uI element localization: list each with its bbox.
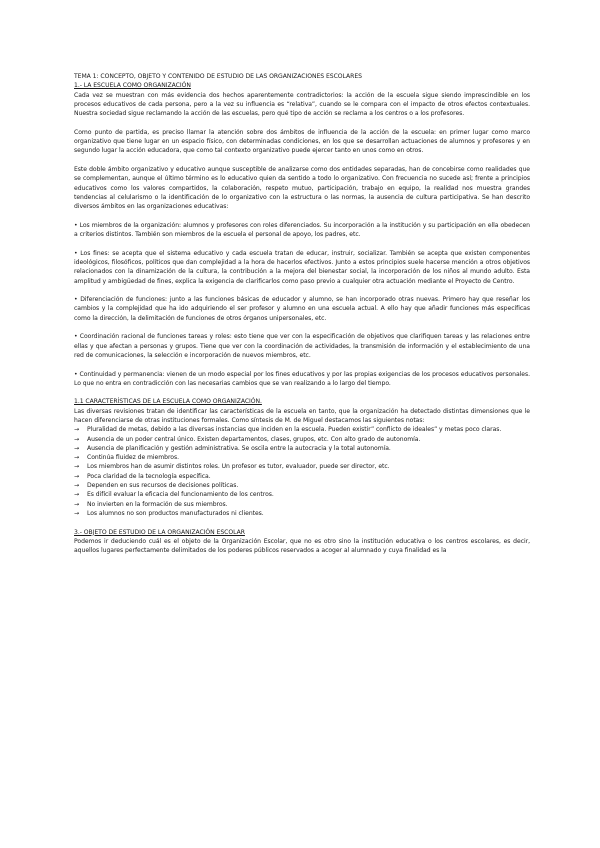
arrow-icon: → bbox=[74, 472, 80, 480]
spacer bbox=[74, 118, 530, 127]
document-body bbox=[74, 72, 530, 555]
spacer bbox=[74, 360, 530, 369]
spacer bbox=[74, 211, 530, 220]
characteristics-list bbox=[74, 425, 530, 518]
list-item: → Los miembros han de asumir distintos roles. Un profesor es tutor, evaluador, puede ser director, etc. bbox=[74, 463, 390, 471]
arrow-icon: → bbox=[74, 491, 80, 499]
list-item: → Los alumnos no son productos manufacturados ni clientes. bbox=[74, 509, 264, 517]
list-item: → Ausencia de un poder central único. Existen departamentos, clases, grupos, etc. Con alto grado de autonomía. bbox=[74, 435, 421, 443]
bullet-paragraph-coordinacion: • Coordinación racional de funciones tareas y roles: esto tiene que ver con la especificación de objetivos que clarifiquen tareas y las relaciones entre ellas y que afectan a personas y grupos. Tiene que ver con la coordinación de actividades, la transmisión de información y el establecimiento de una red de comunicaciones, la selección e incorporación de nuevos miembros, etc. bbox=[74, 333, 530, 359]
arrow-icon: → bbox=[74, 426, 80, 434]
paragraph: Este doble ámbito organizativo y educativo aunque susceptible de analizarse como dos entidades separadas, han de concebirse como realidades que se complementan, aunque el último término es lo educativo quien da sentido a todo lo organizativo. Con frecuencia no sucede así; frente a principios educativos como los valores compartidos, la colaboración, respeto mutuo, participación, trabajo en equipo, la realidad nos muestra grandes tendencias al celularismo o la identificación de lo organizativo con la estructura o las normas, la ausencia de cultura participativa. Se han descrito diversos ámbitos en las organizaciones educativas: bbox=[74, 165, 530, 211]
paragraph: Cada vez se muestran con más evidencia dos hechos aparentemente contradictorios: la acción de la escuela sigue siendo imprescindible en los procesos educativos de cada persona, pero a la vez su influencia es “relativa”, cuando se le compara con el impacto de otros efectos contextuales. Nuestra sociedad sigue reclamando la acción de las escuelas, pero qué tipo de acción se reclama a los centros o a los profesores. bbox=[74, 91, 530, 118]
spacer bbox=[74, 239, 530, 248]
list-item: → Ausencia de planificación y gestión administrativa. Se oscila entre la autocracia y la total autonomía. bbox=[74, 444, 391, 452]
spacer bbox=[74, 388, 530, 397]
bullet-paragraph-continuidad: • Continuidad y permanencia: vienen de un modo especial por los fines educativos y por las propias exigencias de los procesos educativos personales. Lo que no entra en contradicción con las necesarias cambios que se van realizando a lo largo del tiempo. bbox=[74, 370, 530, 387]
section-heading-caracteristicas: 1.1 CARACTERÍSTICAS DE LA ESCUELA COMO ORGANIZACIÓN. bbox=[74, 398, 262, 406]
list-item: → Es difícil evaluar la eficacia del funcionamiento de los centros. bbox=[74, 491, 274, 499]
paragraph: Podemos ir deduciendo cuál es el objeto de la Organización Escolar, que no es otro sino la institución educativa o los centros escolares, es decir, aquellos lugares perfectamente delimitados de los poderes públicos reservados a acoger al alumnado y cuya finalidad es la bbox=[74, 537, 530, 555]
list-item: → Continúa fluidez de miembros. bbox=[74, 454, 179, 462]
paragraph: Las diversas revisiones tratan de identificar las características de la escuela en tanto, que la organización ha detectado distintas dimensiones que le hacen diferenciarse de otras instituciones formales. Como síntesis de M. de Miguel destacamos las siguientes notas: bbox=[74, 407, 530, 424]
spacer bbox=[74, 286, 530, 295]
bullet-paragraph-fines: • Los fines: se acepta que el sistema educativo y cada escuela tratan de educar, instruir, socializar. También se acepta que existen componentes ideológicos, filosóficos, políticos que dan complejidad a la hora de hacerlos efectivos. Junto a estos principios suele hacerse mención a otros objetivos relacionados con la dinamización de la cultura, la contribución a la mejora del bienestar social, la incorporación de los niños al mundo adulto. Esta amplitud y ambigüedad de fines, explica la exigencia de clarificarlos como paso previo a cualquier otra actuación mediante el Proyecto de Centro. bbox=[74, 249, 530, 285]
document-title: TEMA 1: CONCEPTO, OBJETO Y CONTENIDO DE ESTUDIO DE LAS ORGANIZACIONES ESCOLARES bbox=[74, 73, 362, 80]
arrow-icon: → bbox=[74, 454, 80, 462]
section-heading-escuela-organizacion: 1.- LA ESCUELA COMO ORGANIZACIÓN bbox=[74, 82, 191, 90]
list-item: → Pluralidad de metas, debido a las diversas instancias que inciden en la escuela. Pueden existir” conflicto de ideales” y metas poco claras. bbox=[74, 426, 502, 434]
spacer bbox=[74, 518, 530, 527]
list-item: → Poca claridad de la tecnología específica. bbox=[74, 472, 211, 480]
bullet-paragraph-miembros: • Los miembros de la organización: alumnos y profesores con roles diferenciados. Su incorporación a la institución y su participación en ella obedecen a criterios distintos. También son miembros de la escuela el personal de apoyo, los padres, etc. bbox=[74, 221, 530, 239]
spacer bbox=[74, 156, 530, 165]
paragraph: Como punto de partida, es preciso llamar la atención sobre dos ámbitos de influencia de la acción de la escuela: en primer lugar como marco organizativo que tiene lugar en un espacio físico, con determinadas condiciones, en los que se desarrollan actuaciones de alumnos y profesores y en segundo lugar la acción educadora, que como tal contexto organizativo puede ejercer tanto en unos como en otros. bbox=[74, 128, 530, 155]
section-heading-objeto-estudio: 3.- OBJETO DE ESTUDIO DE LA ORGANIZACIÓN ESCOLAR bbox=[74, 528, 245, 536]
spacer bbox=[74, 323, 530, 332]
arrow-icon: → bbox=[74, 435, 80, 443]
arrow-icon: → bbox=[74, 500, 80, 508]
bullet-paragraph-diferenciacion: • Diferenciación de funciones: junto a las funciones básicas de educador y alumno, se han incorporado otras nuevas. Primero hay que reseñar los cambios y la complejidad que ha ido adquiriendo el ser profesor y alumno en una escuela actual. A ello hay que añadir funciones más específicas como la dirección, la delimitación de funciones de otros órganos unipersonales, etc. bbox=[74, 296, 530, 322]
arrow-icon: → bbox=[74, 509, 80, 517]
arrow-icon: → bbox=[74, 463, 80, 471]
list-item: → Dependen en sus recursos de decisiones políticas. bbox=[74, 482, 239, 490]
arrow-icon: → bbox=[74, 482, 80, 490]
list-item: → No invierten en la formación de sus miembros. bbox=[74, 500, 228, 508]
arrow-icon: → bbox=[74, 444, 80, 452]
